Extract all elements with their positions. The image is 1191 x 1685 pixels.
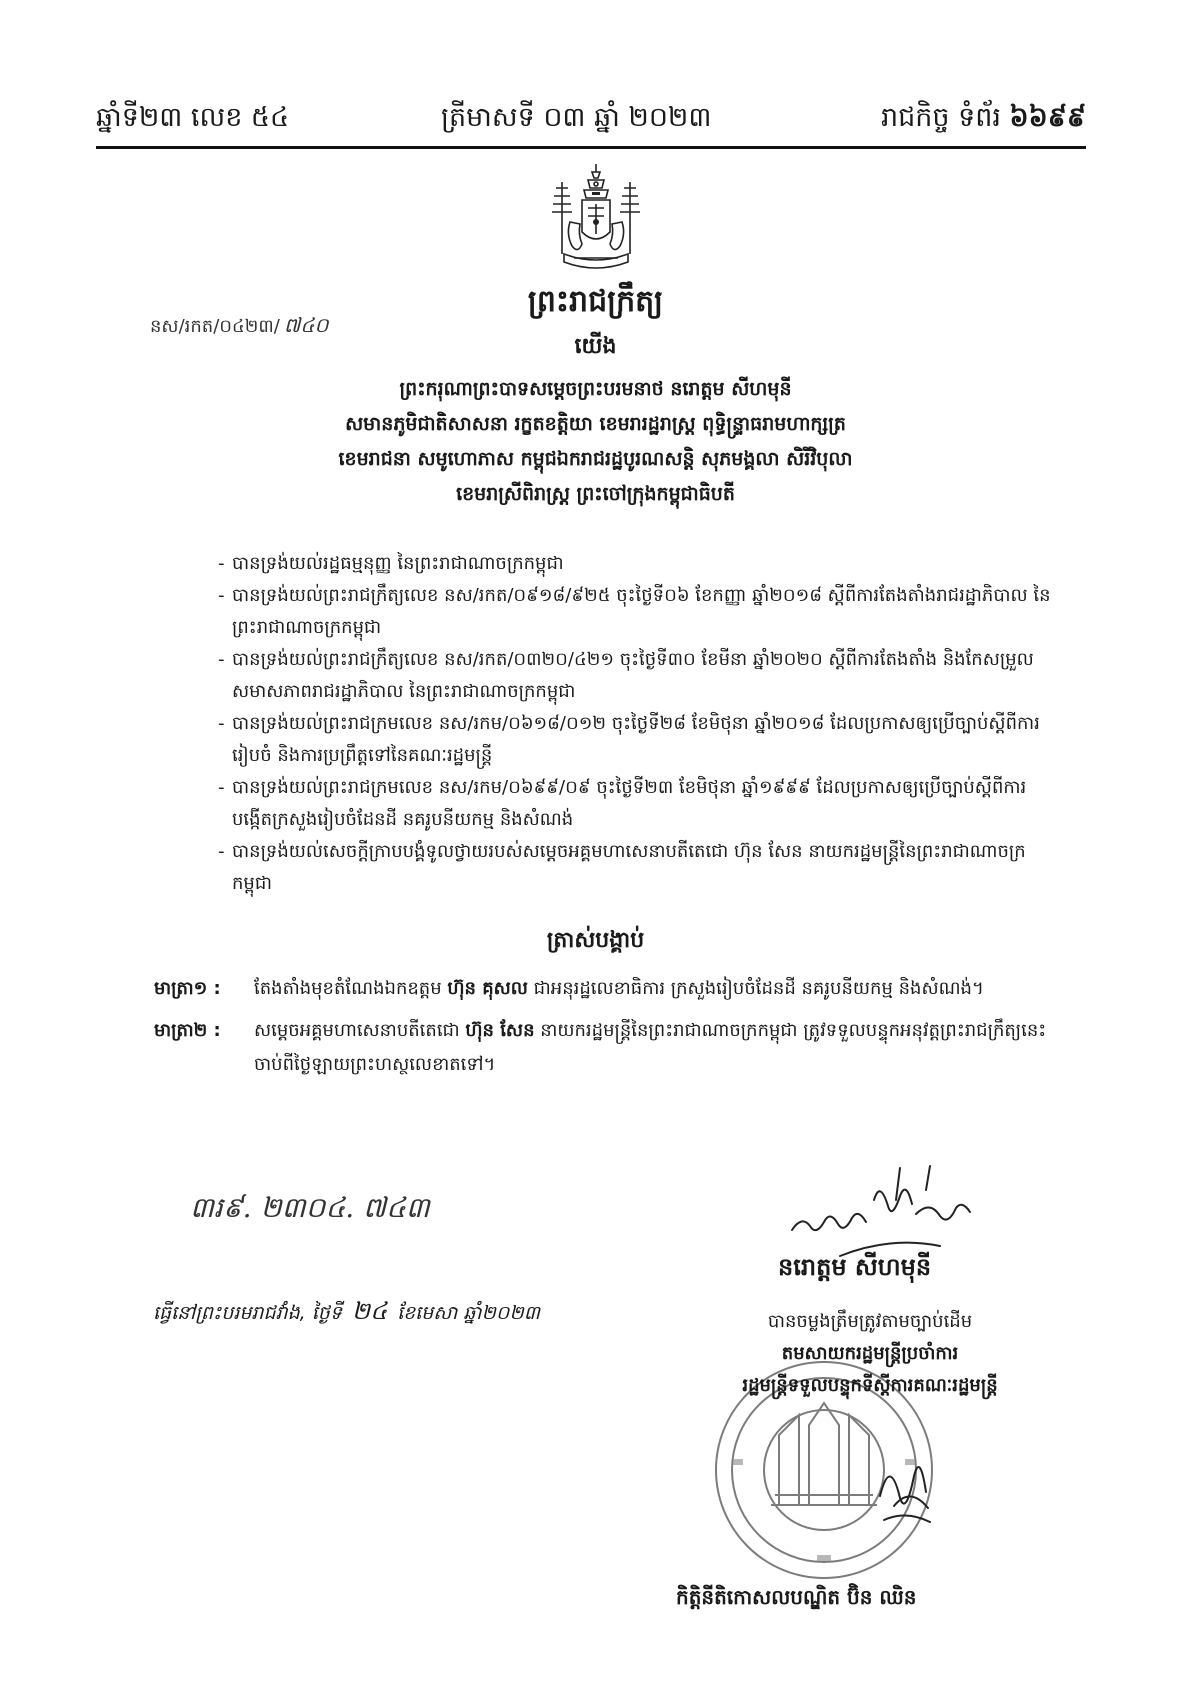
royal-titles	[0, 372, 1191, 512]
countersign-line: តមសាយករដ្ឋមន្ត្រីប្រចាំការ	[781, 1343, 959, 1364]
article-1	[154, 972, 1064, 1006]
article-text: ជាអនុរដ្ឋលេខាធិការ ក្រសួងរៀបចំដែនដី នគរូបនីយកម្ម និងសំណង់។	[527, 978, 984, 999]
gazette-header	[96, 96, 1086, 140]
article-2	[154, 1014, 1064, 1082]
royal-title-line: ព្រះករុណាព្រះបាទសម្តេចព្រះបរមនាថ នរោត្តម សីហមុនី	[399, 378, 792, 400]
consideration-item: - បានទ្រង់យល់សេចក្តីក្រាបបង្គំទូលថ្វាយរបស់សម្តេចអគ្គមហាសេនាបតីតេជោ ហ៊ុន សែន នាយករដ្ឋមន្ត្រីនៃព្រះរាជាណាចក្រកម្ពុជា	[218, 836, 1058, 900]
article-person-name: ហ៊ុន សែន	[465, 1020, 535, 1041]
article-text: តែងតាំងមុខតំណែងឯកឧត្តម	[254, 978, 448, 999]
king-name: នរោត្តម សីហមុនី	[778, 1253, 932, 1281]
considerations-list	[218, 548, 1058, 900]
issue-date: ត្រីមាសទី ០៣ ឆ្នាំ ២០២៣	[441, 102, 712, 133]
consideration-item: - បានទ្រង់យល់រដ្ឋធម្មនុញ្ញ នៃព្រះរាជាណាចក្រកម្ពុជា	[218, 548, 1058, 580]
countersign-block	[660, 1306, 1080, 1402]
minister-signature-icon	[870, 1436, 940, 1536]
articles-section	[154, 972, 1064, 1090]
page-number: ៦៦៩៩	[1009, 102, 1086, 133]
issuer-heading: យើង	[574, 334, 617, 359]
consideration-item: - បានទ្រង់យល់ព្រះរាជក្រឹត្យលេខ នស/រកត/០៩១៨/៩២៥ ចុះថ្ងៃទី០៦ ខែកញ្ញា ឆ្នាំ២០១៨ ស្តីពីការតែងតាំងរាជរដ្ឋាភិបាល នៃព្រះរាជាណាចក្រកម្ពុជា	[218, 580, 1058, 644]
article-person-name: ហ៊ុន គុសល	[447, 978, 528, 999]
royal-title-line: សមានភូមិជាតិសាសនា រក្ខតខត្តិយា ខេមរារដ្ឋរាស្ត្រ ពុទ្ធិន្ទ្រាធរាមហាក្សត្រ	[345, 413, 846, 435]
header-divider	[96, 146, 1086, 149]
article-label: មាត្រា២ :	[154, 1020, 221, 1041]
registration-note: ៣រ៩. ២៣០៤. ៧៤៣	[190, 1191, 430, 1224]
consideration-item: - បានទ្រង់យល់ព្រះរាជក្រមលេខ នស/រកម/០៦១៨/០១២ ចុះថ្ងៃទី២៨ ខែមិថុនា ឆ្នាំ២០១៨ ដែលប្រកាសឲ្យប្រើច្បាប់ស្តីពីការរៀបចំ និងការប្រព្រឹត្តទៅនៃគណៈរដ្ឋមន្ត្រី	[218, 708, 1058, 772]
article-text: សម្តេចអគ្គមហាសេនាបតីតេជោ	[254, 1020, 466, 1041]
consideration-item: - បានទ្រង់យល់ព្រះរាជក្រមលេខ នស/រកម/០៦៩៩/០៩ ចុះថ្ងៃទី២៣ ខែមិថុនា ឆ្នាំ១៩៩៩ ដែលប្រកាសឲ្យប្រើច្បាប់ស្តីពីការបង្កើតក្រសួងរៀបចំដែនដី នគរូបនីយកម្ម និងសំណង់	[218, 772, 1058, 836]
royal-emblem-icon	[548, 162, 644, 274]
document-number-printed: នស/រកត/០៤២៣/	[150, 316, 280, 337]
consideration-item: - បានទ្រង់យល់ព្រះរាជក្រឹត្យលេខ នស/រកត/០៣២០/៤២១ ចុះថ្ងៃទី៣០ ខែមីនា ឆ្នាំ២០២០ ស្តីពីការតែងតាំង និងកែសម្រួលសមាសភាពរាជរដ្ឋាភិបាល នៃព្រះរាជាណាចក្រកម្ពុជា	[218, 644, 1058, 708]
issue-number: ឆ្នាំទី២៣ លេខ ៥៤	[96, 102, 290, 133]
article-text: នាយករដ្ឋមន្ត្រីនៃព្រះរាជាណាចក្រកម្ពុជា ត្រូវទទួលបន្ទុកអនុវត្តព្រះរាជក្រឹត្យនេះ ចាប់ពីថ្ងៃឡាយព្រះហស្ថលេខាតទៅ។	[254, 1020, 1047, 1075]
article-label: មាត្រា១ :	[154, 978, 221, 999]
document-title: ព្រះរាជក្រឹត្យ	[527, 284, 664, 319]
royal-title-line: ខេមរាជនា សមូហោភាស កម្ពុជឯករាជរដ្ឋបូរណសន្តិ សុភមង្គលា សិរីវិបុលា	[338, 448, 853, 470]
countersign-line: បានចម្លងត្រឹមត្រូវតាមច្បាប់ដើម	[767, 1311, 973, 1332]
place-date-suffix: ខែមេសា ឆ្នាំ២០២៣	[397, 1302, 540, 1324]
royal-title-line: ខេមរាស្រីពិរាស្ត្រ ព្រះចៅក្រុងកម្ពុជាធិបតី	[456, 483, 735, 505]
gazette-label: រាជកិច្ច ទំព័រ	[880, 102, 1001, 133]
decree-heading: ត្រាស់បង្គាប់	[546, 928, 645, 953]
countersign-line: រដ្ឋមន្ត្រីទទួលបន្ទុកទីស្តីការគណៈរដ្ឋមន្ត្រី	[742, 1375, 998, 1396]
gazette-page-label	[881, 96, 1086, 140]
officer-name: កិត្តិនីតិកោសលបណ្ឌិត ប៊ិន ឈិន	[676, 1585, 917, 1609]
document-number-handwritten: ៧៤០	[283, 313, 329, 337]
place-date-prefix: ធ្វើនៅព្រះបរមរាជវាំង, ថ្ងៃទី	[153, 1302, 342, 1324]
place-date	[153, 1296, 540, 1331]
place-date-day: ២៤	[351, 1297, 388, 1325]
